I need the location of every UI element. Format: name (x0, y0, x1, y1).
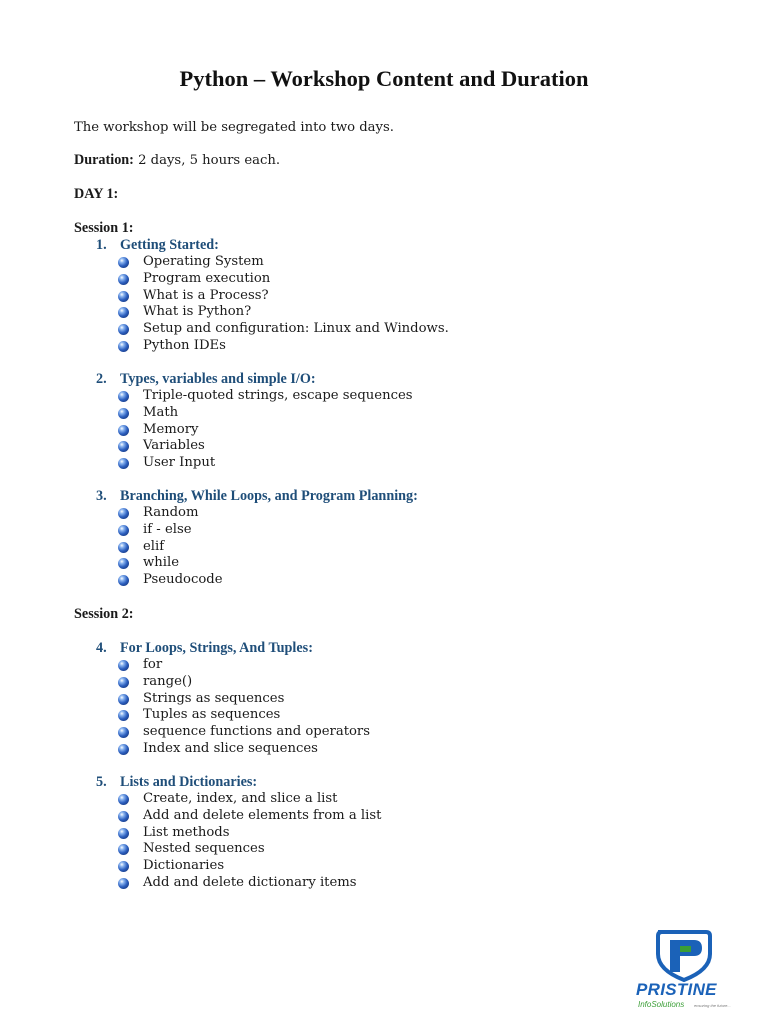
list-item-text: Math (143, 404, 179, 420)
blue-sphere-bullet-icon (118, 811, 129, 822)
list-item-text: Random (143, 505, 199, 520)
day-heading: DAY 1: (74, 186, 119, 202)
section-number: 2. (96, 371, 107, 387)
list-item (118, 455, 413, 472)
section-title (96, 774, 381, 791)
list-item (118, 724, 370, 741)
list-item (118, 338, 449, 355)
blue-sphere-bullet-icon (118, 257, 129, 268)
blue-sphere-bullet-icon (118, 525, 129, 536)
blue-sphere-bullet-icon (118, 694, 129, 705)
blue-sphere-bullet-icon (118, 794, 129, 805)
list-item-text: Variables (143, 438, 205, 454)
blue-sphere-bullet-icon (118, 844, 129, 855)
list-item-text: elif (143, 538, 165, 554)
section-title-text: Branching, While Loops, and Program Planning: (120, 488, 418, 504)
list-item (118, 505, 418, 522)
list-item-text: Strings as sequences (143, 690, 285, 706)
bullet-list (96, 791, 381, 892)
list-item-text: for (143, 657, 163, 672)
list-item (118, 825, 381, 842)
section-number: 4. (96, 640, 107, 656)
section-title-text: Lists and Dictionaries: (120, 774, 258, 790)
section-title-text: Getting Started: (120, 237, 219, 253)
list-item-text: if - else (143, 521, 192, 537)
list-item-text: List methods (143, 824, 230, 840)
duration-line (74, 152, 280, 169)
list-item (118, 858, 381, 875)
blue-sphere-bullet-icon (118, 660, 129, 671)
logo-tagline: ensuring the future... (694, 1003, 731, 1008)
list-item (118, 288, 449, 305)
blue-sphere-bullet-icon (118, 441, 129, 452)
bullet-list (96, 505, 418, 589)
section-lists-dictionaries (96, 774, 381, 892)
session-1-heading: Session 1: (74, 220, 134, 236)
list-item (118, 841, 381, 858)
blue-sphere-bullet-icon (118, 425, 129, 436)
intro-text: The workshop will be segregated into two days. (74, 120, 394, 135)
list-item (118, 875, 381, 892)
blue-sphere-bullet-icon (118, 878, 129, 889)
list-item-text: Setup and configuration: Linux and Windows. (143, 321, 449, 337)
list-item-text: Memory (143, 421, 199, 437)
section-title (96, 237, 449, 254)
blue-sphere-bullet-icon (118, 677, 129, 688)
logo-name: PRISTINE (636, 980, 717, 999)
blue-sphere-bullet-icon (118, 391, 129, 402)
blue-sphere-bullet-icon (118, 710, 129, 721)
list-item-text: Operating System (143, 254, 264, 269)
list-item (118, 321, 449, 338)
list-item (118, 555, 418, 572)
blue-sphere-bullet-icon (118, 274, 129, 285)
list-item-text: Nested sequences (143, 841, 265, 857)
page-title: Python – Workshop Content and Duration (179, 66, 589, 91)
list-item-text: Pseudocode (143, 572, 223, 588)
list-item-text: What is a Process? (143, 287, 269, 303)
list-item (118, 808, 381, 825)
blue-sphere-bullet-icon (118, 324, 129, 335)
list-item-text: What is Python? (143, 304, 252, 320)
list-item (118, 691, 370, 708)
list-item-text: sequence functions and operators (143, 724, 371, 740)
list-item-text: Dictionaries (143, 858, 225, 874)
blue-sphere-bullet-icon (118, 727, 129, 738)
blue-sphere-bullet-icon (118, 828, 129, 839)
list-item-text: Index and slice sequences (143, 740, 318, 756)
list-item-text: Create, index, and slice a list (143, 791, 338, 806)
section-for-loops (96, 640, 370, 758)
section-types-variables (96, 371, 413, 472)
blue-sphere-bullet-icon (118, 558, 129, 569)
list-item (118, 388, 413, 405)
list-item (118, 539, 418, 556)
bullet-list (96, 657, 370, 758)
section-number: 3. (96, 488, 107, 504)
section-getting-started (96, 237, 449, 355)
list-item (118, 657, 370, 674)
list-item (118, 522, 418, 539)
section-title-text: For Loops, Strings, And Tuples: (120, 640, 313, 656)
list-item (118, 422, 413, 439)
list-item (118, 791, 381, 808)
list-item-text: Add and delete dictionary items (143, 874, 357, 890)
list-item (118, 438, 413, 455)
bullet-list (96, 254, 449, 355)
section-title (96, 488, 418, 505)
section-number: 1. (96, 237, 107, 253)
blue-sphere-bullet-icon (118, 291, 129, 302)
list-item-text: User Input (143, 455, 216, 471)
section-number: 5. (96, 774, 107, 790)
list-item (118, 572, 418, 589)
blue-sphere-bullet-icon (118, 508, 129, 519)
list-item (118, 254, 449, 271)
blue-sphere-bullet-icon (118, 458, 129, 469)
section-title (96, 640, 370, 657)
list-item-text: Python IDEs (143, 337, 226, 353)
list-item (118, 674, 370, 691)
section-title (96, 371, 413, 388)
blue-sphere-bullet-icon (118, 341, 129, 352)
blue-sphere-bullet-icon (118, 307, 129, 318)
list-item (118, 405, 413, 422)
blue-sphere-bullet-icon (118, 575, 129, 586)
list-item (118, 741, 370, 758)
section-title-text: Types, variables and simple I/O: (120, 371, 316, 387)
session-2-heading: Session 2: (74, 606, 134, 622)
logo-subtitle: InfoSolutions (638, 1000, 685, 1009)
list-item-text: range() (143, 673, 193, 689)
list-item-text: Program execution (143, 270, 271, 286)
list-item (118, 304, 449, 321)
bullet-list (96, 388, 413, 472)
duration-value: 2 days, 5 hours each. (133, 153, 281, 168)
list-item (118, 707, 370, 724)
list-item-text: Tuples as sequences (143, 707, 281, 723)
blue-sphere-bullet-icon (118, 744, 129, 755)
list-item-text: Triple-quoted strings, escape sequences (143, 388, 413, 403)
list-item-text: while (143, 555, 180, 571)
blue-sphere-bullet-icon (118, 408, 129, 419)
blue-sphere-bullet-icon (118, 861, 129, 872)
list-item (118, 271, 449, 288)
blue-sphere-bullet-icon (118, 542, 129, 553)
duration-label: Duration: (74, 152, 134, 168)
section-branching-loops (96, 488, 418, 589)
list-item-text: Add and delete elements from a list (143, 807, 382, 823)
